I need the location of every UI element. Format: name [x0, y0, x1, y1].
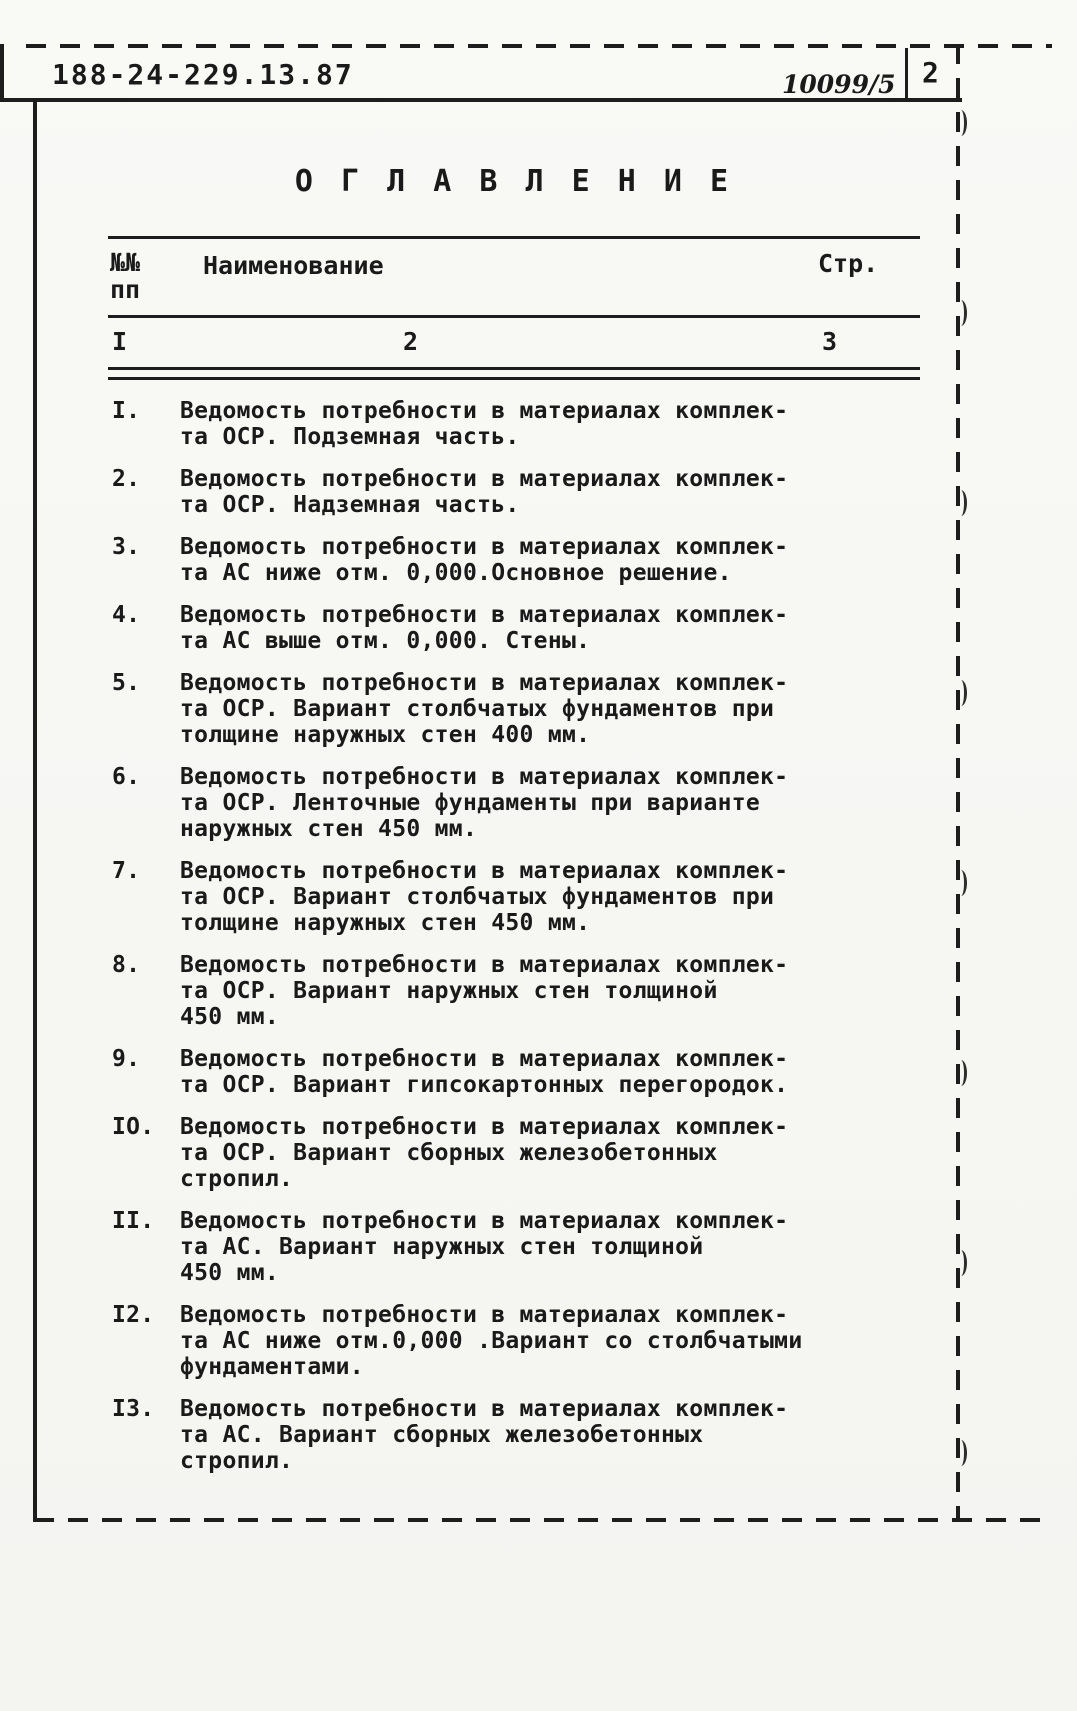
entry-text — [180, 602, 920, 654]
page-border-right-dashed — [956, 44, 960, 1522]
entry-number: 3. — [112, 534, 141, 560]
page-border-top-dashed — [26, 44, 1052, 48]
scan-artifact-mark — [955, 680, 967, 706]
entry-line: та ОСР. Вариант гипсокартонных перегородок. — [180, 1072, 789, 1098]
entry-text — [180, 466, 920, 518]
entry-line: Ведомость потребности в материалах комплек- — [180, 670, 789, 696]
page-number-separator-line — [905, 48, 908, 100]
entry-line: Ведомость потребности в материалах комплек- — [180, 1046, 789, 1072]
entry-line: Ведомость потребности в материалах комплек- — [180, 952, 789, 978]
entry-number: 7. — [112, 858, 141, 884]
entry-line: та ОСР. Ленточные фундаменты при варианте — [180, 790, 761, 816]
entry-line: Ведомость потребности в материалах комплек- — [180, 1396, 789, 1422]
page-border-bottom-dashed — [34, 1518, 1050, 1522]
scan-artifact-mark — [955, 1440, 967, 1466]
toc-index-col1: I — [112, 327, 128, 356]
entry-line: наружных стен 450 мм. — [180, 816, 478, 842]
scan-artifact-mark — [955, 110, 967, 136]
entry-line: Ведомость потребности в материалах комплек- — [180, 764, 789, 790]
entry-line: Ведомость потребности в материалах комплек- — [180, 398, 789, 424]
page-number: 2 — [922, 56, 939, 89]
toc-entry — [108, 1046, 920, 1098]
entry-text — [180, 952, 920, 1030]
scan-artifact-mark — [955, 870, 967, 896]
toc-header-number-line2: пп — [110, 275, 141, 304]
entry-line: та ОСР. Надземная часть. — [180, 492, 520, 518]
entry-number: II. — [112, 1208, 155, 1234]
entry-text — [180, 1046, 920, 1098]
toc-entry — [108, 1396, 920, 1474]
toc-header-number-line1: №№ — [110, 248, 141, 277]
entry-number: IO. — [112, 1114, 155, 1140]
entry-number: I. — [112, 398, 141, 424]
entry-text — [180, 1114, 920, 1192]
toc-entry — [108, 466, 920, 518]
toc-entry — [108, 952, 920, 1030]
toc-entry — [108, 1114, 920, 1192]
entry-line: та ОСР. Вариант наружных стен толщиной — [180, 978, 718, 1004]
entry-line: 450 мм. — [180, 1260, 280, 1286]
entry-line: Ведомость потребности в материалах комплек- — [180, 466, 789, 492]
toc-entry — [108, 764, 920, 842]
entry-line: стропил. — [180, 1448, 294, 1474]
scan-artifact-mark — [955, 300, 967, 326]
entry-line: 450 мм. — [180, 1004, 280, 1030]
entry-line: Ведомость потребности в материалах комплек- — [180, 858, 789, 884]
document-number: 188-24-229.13.87 — [52, 58, 354, 91]
entry-line: фундаментами. — [180, 1354, 364, 1380]
scan-artifact-mark — [955, 1060, 967, 1086]
entry-line: толщине наружных стен 400 мм. — [180, 722, 591, 748]
entry-text — [180, 398, 920, 450]
entry-line: та АС. Вариант наружных стен толщиной — [180, 1234, 704, 1260]
entry-line: та ОСР. Подземная часть. — [180, 424, 520, 450]
entry-line: та АС ниже отм. 0,000.Основное решение. — [180, 560, 732, 586]
entry-line: толщине наружных стен 450 мм. — [180, 910, 591, 936]
entry-number: 4. — [112, 602, 141, 628]
entry-line: та АС выше отм. 0,000. Стены. — [180, 628, 591, 654]
entry-line: та ОСР. Вариант сборных железобетонных — [180, 1140, 718, 1166]
entry-line: та АС ниже отм.0,000 .Вариант со столбчатыми — [180, 1328, 803, 1354]
entry-line: Ведомость потребности в материалах комплек- — [180, 1114, 789, 1140]
toc-column-index-row — [108, 318, 920, 367]
toc-entry — [108, 534, 920, 586]
entry-text — [180, 1396, 920, 1474]
entry-number: 5. — [112, 670, 141, 696]
entry-number: I2. — [112, 1302, 155, 1328]
entry-line: стропил. — [180, 1166, 294, 1192]
entry-line: Ведомость потребности в материалах комплек- — [180, 602, 789, 628]
entry-number: 8. — [112, 952, 141, 978]
page-title: О Г Л А В Л Е Н И Е — [294, 164, 734, 199]
entry-line: та ОСР. Вариант столбчатых фундаментов при — [180, 696, 775, 722]
entry-number: I3. — [112, 1396, 155, 1422]
page-border-left-line — [33, 98, 37, 1522]
toc-entry — [108, 670, 920, 748]
entry-line: Ведомость потребности в материалах комплек- — [180, 1208, 789, 1234]
toc-rule-double — [108, 367, 920, 380]
entry-number: 9. — [112, 1046, 141, 1072]
toc-header-name-column: Наименование — [203, 251, 384, 280]
toc-entry — [108, 858, 920, 936]
entry-text — [180, 858, 920, 936]
scan-artifact-mark — [955, 490, 967, 516]
entry-line: Ведомость потребности в материалах комплек- — [180, 534, 789, 560]
toc-entry — [108, 398, 920, 450]
scan-artifact-mark — [955, 1250, 967, 1276]
entry-number: 2. — [112, 466, 141, 492]
entry-text — [180, 534, 920, 586]
toc-header-page-column: Стр. — [818, 249, 879, 278]
entry-text — [180, 670, 920, 748]
toc-header-number-column — [108, 249, 203, 303]
inventory-stamp: 10099/5 — [782, 70, 896, 99]
toc-header-row — [108, 239, 920, 315]
toc-entry — [108, 602, 920, 654]
toc-index-col2: 2 — [403, 327, 419, 356]
entry-text — [180, 1208, 920, 1286]
toc-entries — [108, 398, 920, 1474]
page-corner-edge-line — [0, 44, 4, 102]
toc-entry — [108, 1208, 920, 1286]
entry-number: 6. — [112, 764, 141, 790]
entry-line: та ОСР. Вариант столбчатых фундаментов при — [180, 884, 775, 910]
entry-text — [180, 764, 920, 842]
toc-index-col3: 3 — [822, 327, 838, 356]
toc-table — [108, 236, 920, 1474]
entry-text — [180, 1302, 920, 1380]
entry-line: та АС. Вариант сборных железобетонных — [180, 1422, 704, 1448]
entry-line: Ведомость потребности в материалах комплек- — [180, 1302, 789, 1328]
toc-entry — [108, 1302, 920, 1380]
